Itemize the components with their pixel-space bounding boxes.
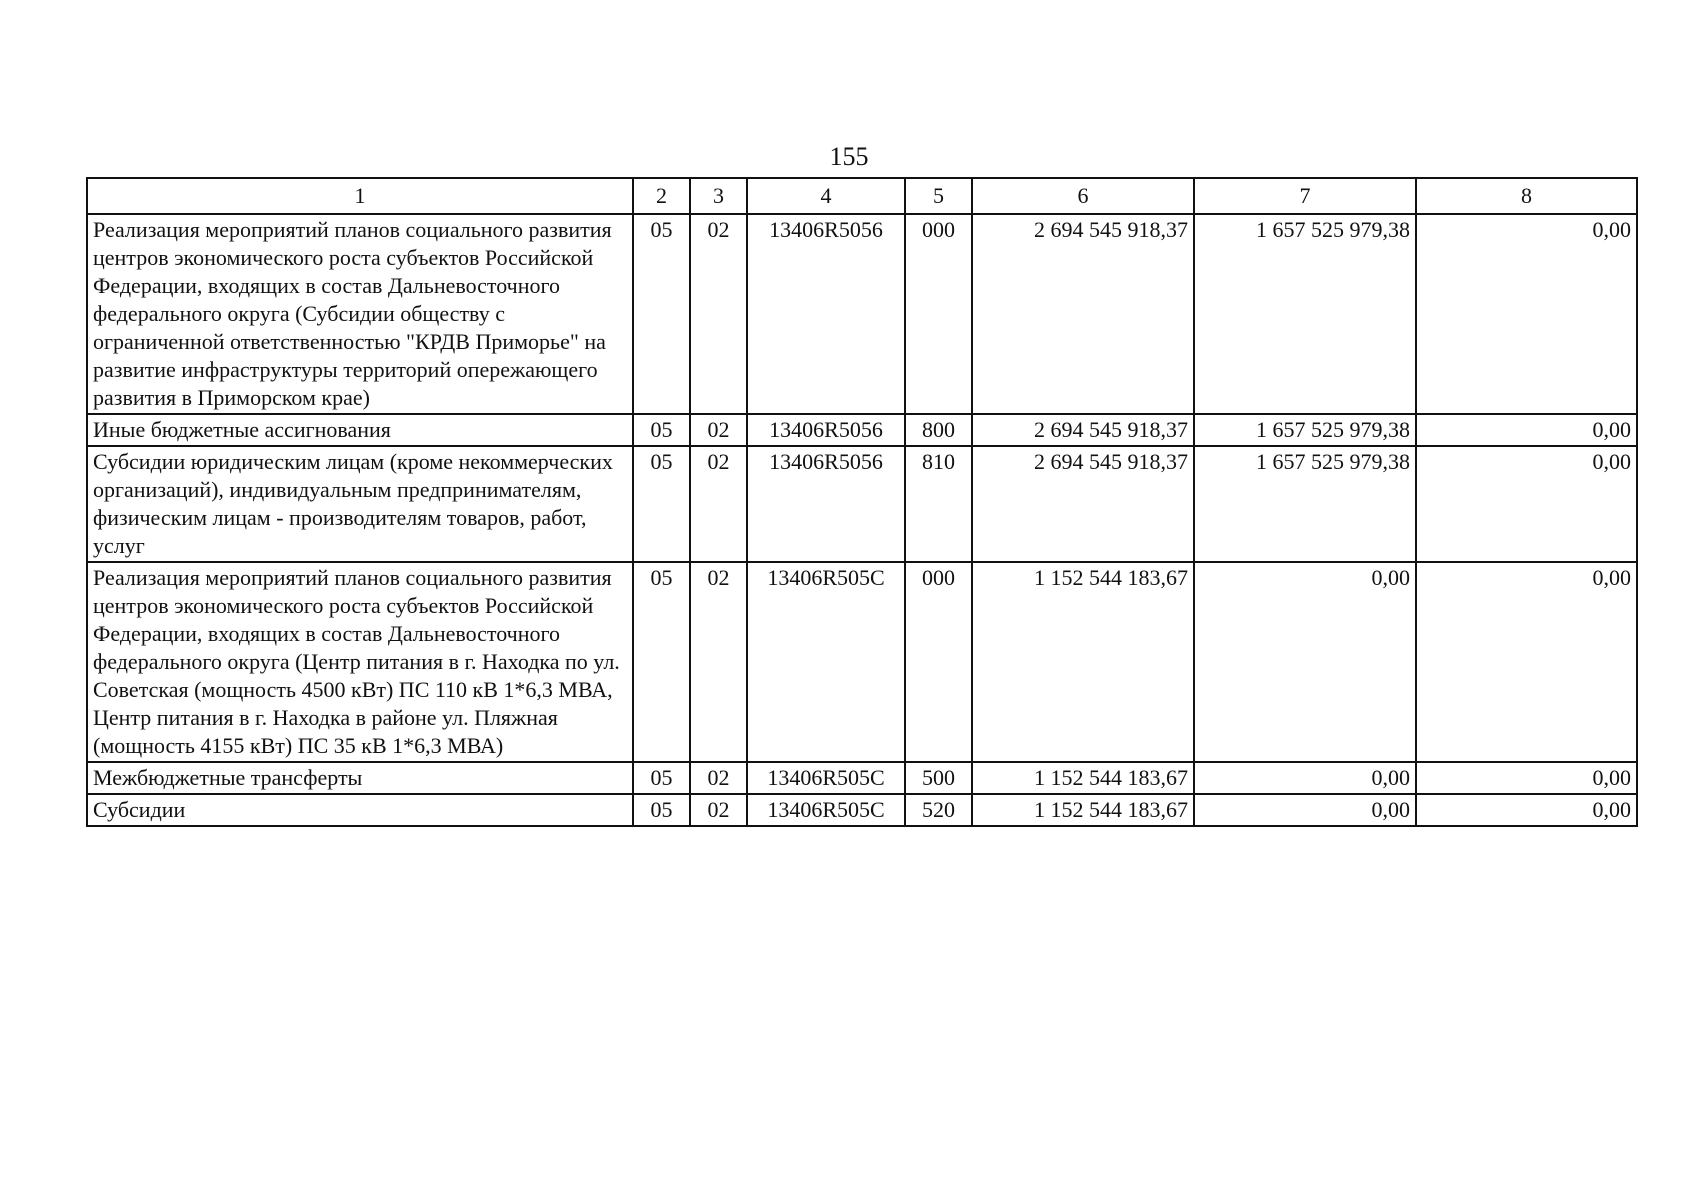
- page-number: 155: [829, 142, 869, 171]
- section-code-cell: 05: [633, 762, 690, 794]
- table-row: [87, 794, 1637, 826]
- section-code-cell: 05: [633, 414, 690, 446]
- table-row: [87, 762, 1637, 794]
- amount-col6-cell: 2 694 545 918,37: [972, 414, 1194, 446]
- amount-col8-cell: 0,00: [1416, 214, 1637, 414]
- amount-col6-cell: 1 152 544 183,67: [972, 762, 1194, 794]
- column-header: 1: [87, 178, 633, 214]
- row-name-cell: Реализация мероприятий планов социального развития центров экономического роста субъектов Российской Федерации, входящих в состав Дальневосточного федерального округа (Центр питания в г. Находка по ул. Советская (мощность 4500 кВт) ПС 110 кВ 1*6,3 МВА, Центр питания в г. Находка в районе ул. Пляжная (мощность 4155 кВт) ПС 35 кВ 1*6,3 МВА): [87, 562, 633, 762]
- table-row: [87, 414, 1637, 446]
- row-name-cell: Субсидии: [87, 794, 633, 826]
- expense-type-cell: 810: [905, 446, 972, 562]
- amount-col8-cell: 0,00: [1416, 794, 1637, 826]
- expense-type-cell: 000: [905, 214, 972, 414]
- amount-col7-cell: 0,00: [1194, 794, 1416, 826]
- amount-col8-cell: 0,00: [1416, 762, 1637, 794]
- row-name-cell: Межбюджетные трансферты: [87, 762, 633, 794]
- subsection-code-cell: 02: [690, 446, 747, 562]
- subsection-code-cell: 02: [690, 794, 747, 826]
- section-code-cell: 05: [633, 562, 690, 762]
- column-header: 7: [1194, 178, 1416, 214]
- amount-col6-cell: 1 152 544 183,67: [972, 562, 1194, 762]
- amount-col6-cell: 2 694 545 918,37: [972, 446, 1194, 562]
- amount-col7-cell: 0,00: [1194, 762, 1416, 794]
- table-row: [87, 446, 1637, 562]
- target-article-cell: 13406R505C: [747, 562, 905, 762]
- expense-type-cell: 500: [905, 762, 972, 794]
- amount-col7-cell: 1 657 525 979,38: [1194, 446, 1416, 562]
- column-header: 3: [690, 178, 747, 214]
- section-code-cell: 05: [633, 446, 690, 562]
- target-article-cell: 13406R5056: [747, 446, 905, 562]
- column-header: 6: [972, 178, 1194, 214]
- target-article-cell: 13406R505C: [747, 762, 905, 794]
- section-code-cell: 05: [633, 794, 690, 826]
- column-header: 8: [1416, 178, 1637, 214]
- amount-col8-cell: 0,00: [1416, 414, 1637, 446]
- row-name-cell: Реализация мероприятий планов социального развития центров экономического роста субъектов Российской Федерации, входящих в состав Дальневосточного федерального округа (Субсидии обществу с ограниченной ответственностью "КРДВ Приморье" на развитие инфраструктуры территорий опережающего развития в Приморском крае): [87, 214, 633, 414]
- amount-col7-cell: 1 657 525 979,38: [1194, 414, 1416, 446]
- target-article-cell: 13406R5056: [747, 414, 905, 446]
- row-name-cell: Иные бюджетные ассигнования: [87, 414, 633, 446]
- expense-type-cell: 000: [905, 562, 972, 762]
- subsection-code-cell: 02: [690, 214, 747, 414]
- table-row: [87, 214, 1637, 414]
- expense-type-cell: 520: [905, 794, 972, 826]
- expense-type-cell: 800: [905, 414, 972, 446]
- subsection-code-cell: 02: [690, 762, 747, 794]
- header-row: [87, 178, 1637, 214]
- budget-table: [86, 177, 1638, 827]
- target-article-cell: 13406R505C: [747, 794, 905, 826]
- amount-col6-cell: 2 694 545 918,37: [972, 214, 1194, 414]
- amount-col8-cell: 0,00: [1416, 446, 1637, 562]
- section-code-cell: 05: [633, 214, 690, 414]
- target-article-cell: 13406R5056: [747, 214, 905, 414]
- amount-col6-cell: 1 152 544 183,67: [972, 794, 1194, 826]
- amount-col7-cell: 0,00: [1194, 562, 1416, 762]
- table-row: [87, 562, 1637, 762]
- row-name-cell: Субсидии юридическим лицам (кроме некоммерческих организаций), индивидуальным предпринимателям, физическим лицам - производителям товаров, работ, услуг: [87, 446, 633, 562]
- column-header: 4: [747, 178, 905, 214]
- subsection-code-cell: 02: [690, 414, 747, 446]
- subsection-code-cell: 02: [690, 562, 747, 762]
- column-header: 5: [905, 178, 972, 214]
- amount-col7-cell: 1 657 525 979,38: [1194, 214, 1416, 414]
- amount-col8-cell: 0,00: [1416, 562, 1637, 762]
- column-header: 2: [633, 178, 690, 214]
